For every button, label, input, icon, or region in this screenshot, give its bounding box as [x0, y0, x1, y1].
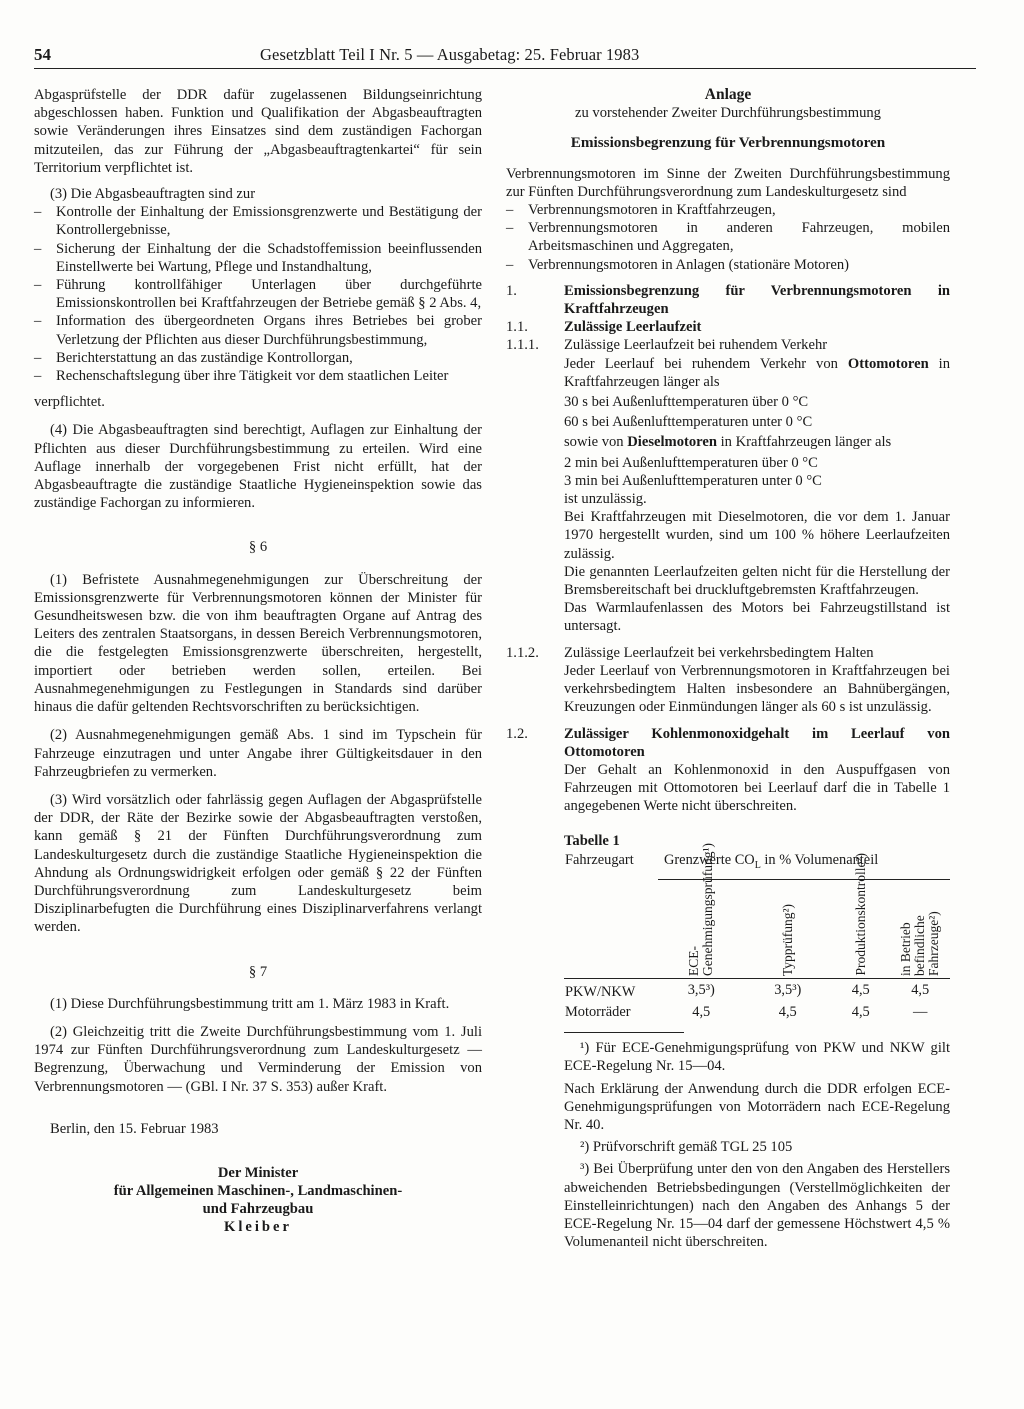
section-1-1-2-heading — [506, 644, 950, 662]
signature-name: Kleiber — [223, 1218, 292, 1235]
right-column — [506, 86, 950, 1251]
duty-item: – Berichterstattung an das zuständige Kontrollorgan, — [34, 349, 482, 367]
table-group-header: Grenzwerte $CO_L$ in % Volumenanteil — [658, 850, 950, 880]
diesel-exception: Bei Kraftfahrzeugen mit Dieselmotoren, die vor dem 1. Januar 1970 hergestellt wurden, sind um 100 % höhere Leerlaufzeiten zulässig. — [564, 509, 950, 562]
page-header — [34, 44, 976, 69]
section-number: 1.2. — [506, 725, 528, 742]
section-6-paragraph-3: (3) Wird vorsätzlich oder fahrlässig gegen Auflagen der Abgasprüfstelle der DDR, der Räte der Bezirke sowie der Abgasbeauftragten verstoßen, kann gemäß § 21 der Fünften Durchführungsverordnung zum Landeskulturgesetz durch die zuständige Staatliche Hygieneinspektion die Ahndung als Ordnungswidrigkeit erfolgen oder gemäß § 22 der Fünften Durchführungsverordnung zum Landeskulturgesetz beim Disziplinarbefugten die Durchführung eines Disziplinarverfahrens verlangt werden. — [34, 791, 482, 936]
table-header-cell: Produktionskontrolle²) — [831, 879, 890, 978]
annex-intro: Verbrennungsmotoren im Sinne der Zweiten Durchführungsbestimmung zur Fünften Durchführungsverordnung zum Landeskulturgesetz sind — [506, 165, 950, 200]
table-header-cell: Typprüfung²) — [745, 879, 832, 978]
duty-item: – Sicherung der Einhaltung der die Schadstoffemission beeinflussenden Einstellwerte bei Wartung, Pflege und Instandhaltung, — [34, 240, 482, 276]
signature-block — [34, 1164, 482, 1236]
paragraph-3-lead: (3) Die Abgasbeauftragten sind zur — [50, 186, 256, 203]
idle-rule-diesel: sowie von Dieselmotoren in Kraftfahrzeugen länger als — [564, 434, 892, 451]
idle-rule-end: ist unzulässig. — [564, 491, 647, 508]
paragraph-intro: Abgasprüfstelle der DDR dafür zugelassenen Bildungseinrichtung abgeschlossen haben. Funktion und Qualifikation der Abgasbeauftragten sowie Veränderungen ihres Einsatzes sind dem zuständigen Fachorgan mitzuteilen, das zur Führung der „Abgasbeauftragtenkartei“ für sein Territorium verpflichtet ist. — [34, 87, 482, 176]
section-6-paragraph-1: (1) Befristete Ausnahmegenehmigungen zur Überschreitung der Emissionsgrenzwerte für Verbrennungsmotoren können der Minister für Gesundheitswesen bzw. die von ihm beauftragten Organe auf Antrag des Leiters des zentralen Staatsorgans, in dessen Bereich Verbrennungsmotoren, die die festgelegten Emissionsgrenzwerte überschreiten, hergestellt, importiert oder betrieben werden sollen, erteilen. Bei Ausnahmegenehmigungen zu Festlegungen in Standards sind darüber hinaus die dafür geltenden Rechtsvorschriften zu berücksichtigen. — [34, 571, 482, 716]
section-number: 1. — [506, 282, 517, 299]
duty-item: – Führung kontrollfähiger Unterlagen über durchgeführte Emissionskontrollen bei Kraftfahrzeugen der Betriebe gemäß § 2 Abs. 4, — [34, 276, 482, 312]
duties-list — [34, 203, 482, 385]
place-date: Berlin, den 15. Februar 1983 — [50, 1120, 219, 1137]
page-number: 54 — [34, 45, 51, 64]
table-header-vehicle-type: Fahrzeugart — [564, 850, 658, 979]
section-1-1-1-heading — [506, 336, 950, 354]
section-title: Zulässige Leerlaufzeit bei verkehrsbedingtem Halten — [564, 644, 874, 661]
traffic-halt-rule: Jeder Leerlauf von Verbrennungsmotoren in Kraftfahrzeugen bei verkehrsbedingtem Halten insbesondere an Bahnübergängen, Kreuzungen oder Einmündungen länger als 60 s ist unzulässig. — [564, 662, 950, 716]
section-1-1-heading — [506, 318, 950, 336]
idle-limit-line: 60 s bei Außenlufttemperaturen unter 0 °C — [564, 414, 813, 431]
section-7-paragraph-1: (1) Diese Durchführungsbestimmung tritt am 1. März 1983 in Kraft. — [50, 995, 450, 1012]
annex-title: Anlage — [704, 86, 752, 103]
annex-subtitle: zu vorstehender Zweiter Durchführungsbestimmung — [575, 105, 881, 122]
idle-limit-line: 30 s bei Außenlufttemperaturen über 0 °C — [564, 394, 809, 411]
table-caption: Tabelle 1 — [564, 832, 620, 849]
footnote-rule — [564, 1032, 684, 1033]
duty-item: – Kontrolle der Einhaltung der Emissionsgrenzwerte und Bestätigung der Kontrollergebnisse, — [34, 203, 482, 239]
signature-line: Der Minister — [217, 1164, 299, 1181]
footnote-2: ²) Prüfvorschrift gemäß TGL 25 105 — [580, 1139, 793, 1156]
table-row-label: Motorräder — [565, 1004, 631, 1020]
table-header-cell: in Betrieb befindliche Fahrzeuge²) — [890, 879, 950, 978]
section-7-title: § 7 — [248, 963, 268, 980]
footnote-1-continued: Nach Erklärung der Anwendung durch die DDR erfolgen ECE-Genehmigungsprüfungen von Motorrädern nach ECE-Regelung Nr. 40. — [564, 1080, 950, 1134]
section-1-2-heading — [506, 725, 950, 761]
duty-item: – Rechenschaftslegung über ihre Tätigkeit vor dem staatlichen Leiter — [34, 367, 482, 385]
table-cell: — — [913, 1004, 928, 1020]
section-6-paragraph-2: (2) Ausnahmegenehmigungen gemäß Abs. 1 sind im Typschein für Fahrzeuge einzutragen und unter Angabe ihrer Gültigkeitsdauer in den Fahrzeugbriefen zu vermerken. — [34, 727, 482, 780]
table-cell: 4,5 — [851, 982, 870, 999]
warmup-rule: Das Warmlaufenlassen des Motors bei Fahrzeugstillstand ist untersagt. — [564, 600, 950, 635]
left-column — [34, 86, 482, 1236]
section-6-title: § 6 — [248, 539, 268, 556]
idle-limit-line: 3 min bei Außenlufttemperaturen unter 0 °C — [564, 472, 822, 489]
table-cell: 4,5 — [692, 1004, 711, 1020]
engine-type-item: – Verbrennungsmotoren in anderen Fahrzeugen, mobilen Arbeitsmaschinen und Aggregaten, — [506, 219, 950, 255]
idle-limit-line: 2 min bei Außenlufttemperaturen über 0 °C — [564, 454, 818, 471]
table-row — [564, 978, 950, 1002]
co-limits-table — [564, 842, 950, 1022]
section-title: Zulässige Leerlaufzeit bei ruhendem Verkehr — [564, 337, 828, 354]
table-header-cell: ECE-Genehmigungsprüfung¹) — [658, 879, 745, 978]
footnote-1: ¹) Für ECE-Genehmigungsprüfung von PKW und NKW gilt ECE-Regelung Nr. 15—04. — [564, 1040, 950, 1075]
running-title: Gesetzblatt Teil I Nr. 5 — Ausgabetag: 25. Februar 1983 — [260, 45, 640, 64]
section-number: 1.1.2. — [506, 644, 539, 661]
footnote-3: ³) Bei Überprüfung unter den von den Angaben des Herstellers abweichenden Betriebsbedingungen (Verstellmöglichkeiten der Einstelleinrichtungen) nach den Angaben des Anhangs 5 der ECE-Regelung Nr. 15—04 darf der gemessene Höchstwert 4,5 % Volumenanteil nicht überschreiten. — [564, 1161, 950, 1251]
section-number: 1.1.1. — [506, 337, 539, 354]
paragraph-4: (4) Die Abgasbeauftragten sind berechtigt, Auflagen zur Einhaltung der Pflichten aus dieser Durchführungsbestimmung zu erteilen. Wird eine Auflage innerhalb der vorgegebenen Frist nicht erfüllt, hat der Abgasbeauftragte die zuständige Staatliche Hygieneinspektion sowie das zuständige Fachorgan zu informieren. — [34, 422, 482, 512]
duty-item: – Information des übergeordneten Organs ihres Betriebes bei grober Verletzung der Pflichten aus dieser Durchführungsbestimmung, — [34, 312, 482, 348]
idle-rule-otto: Jeder Leerlauf bei ruhendem Verkehr von Ottomotoren in Kraftfahrzeugen länger als — [564, 355, 951, 390]
signature-line: für Allgemeinen Maschinen-, Landmaschinen- — [113, 1182, 403, 1199]
table-cell: 4,5 — [851, 1004, 870, 1020]
table-cell: 4,5 — [911, 982, 930, 999]
engine-type-item: – Verbrennungsmotoren in Kraftfahrzeugen, — [506, 201, 950, 219]
section-number: 1.1. — [506, 319, 528, 336]
engine-type-item: – Verbrennungsmotoren in Anlagen (stationäre Motoren) — [506, 256, 950, 274]
brake-exception: Die genannten Leerlaufzeiten gelten nicht für die Herstellung der Bremsbereitschaft bei druckluftgebremsten Kraftfahrzeugen. — [564, 563, 950, 599]
section-title: Emissionsbegrenzung für Verbrennungsmotoren in Kraftfahrzeugen — [564, 282, 950, 318]
table-cell: 4,5 — [778, 1004, 797, 1020]
paragraph-3-end: verpflichtet. — [34, 394, 105, 411]
signature-line: und Fahrzeugbau — [202, 1200, 314, 1217]
table-row — [564, 1002, 950, 1022]
table-cell: 3,5³) — [774, 982, 802, 999]
section-7-paragraph-2: (2) Gleichzeitig tritt die Zweite Durchführungsbestimmung vom 1. Juli 1974 zur Fünften Durchführungsverordnung zum Landeskulturgesetz — Begrenzung, Überwachung und Verminderung der Emission von Verbrennungsmotoren — (GBl. I Nr. 37 S. 353) außer Kraft. — [34, 1023, 482, 1095]
table-row-label: PKW/NKW — [565, 983, 636, 1000]
co-content-rule: Der Gehalt an Kohlenmonoxid in den Auspuffgasen von Fahrzeugen mit Ottomotoren bei Leerlauf darf die in Tabelle 1 angegebenen Werte nicht überschreiten. — [564, 761, 950, 815]
table-cell: 3,5³) — [687, 982, 715, 999]
section-title: Zulässiger Kohlenmonoxidgehalt im Leerlauf von Ottomotoren — [564, 725, 950, 760]
section-title: Zulässige Leerlaufzeit — [564, 319, 702, 336]
section-1-heading — [506, 282, 950, 318]
annex-heading: Emissionsbegrenzung für Verbrennungsmotoren — [570, 134, 886, 152]
engine-types-list — [506, 201, 950, 274]
